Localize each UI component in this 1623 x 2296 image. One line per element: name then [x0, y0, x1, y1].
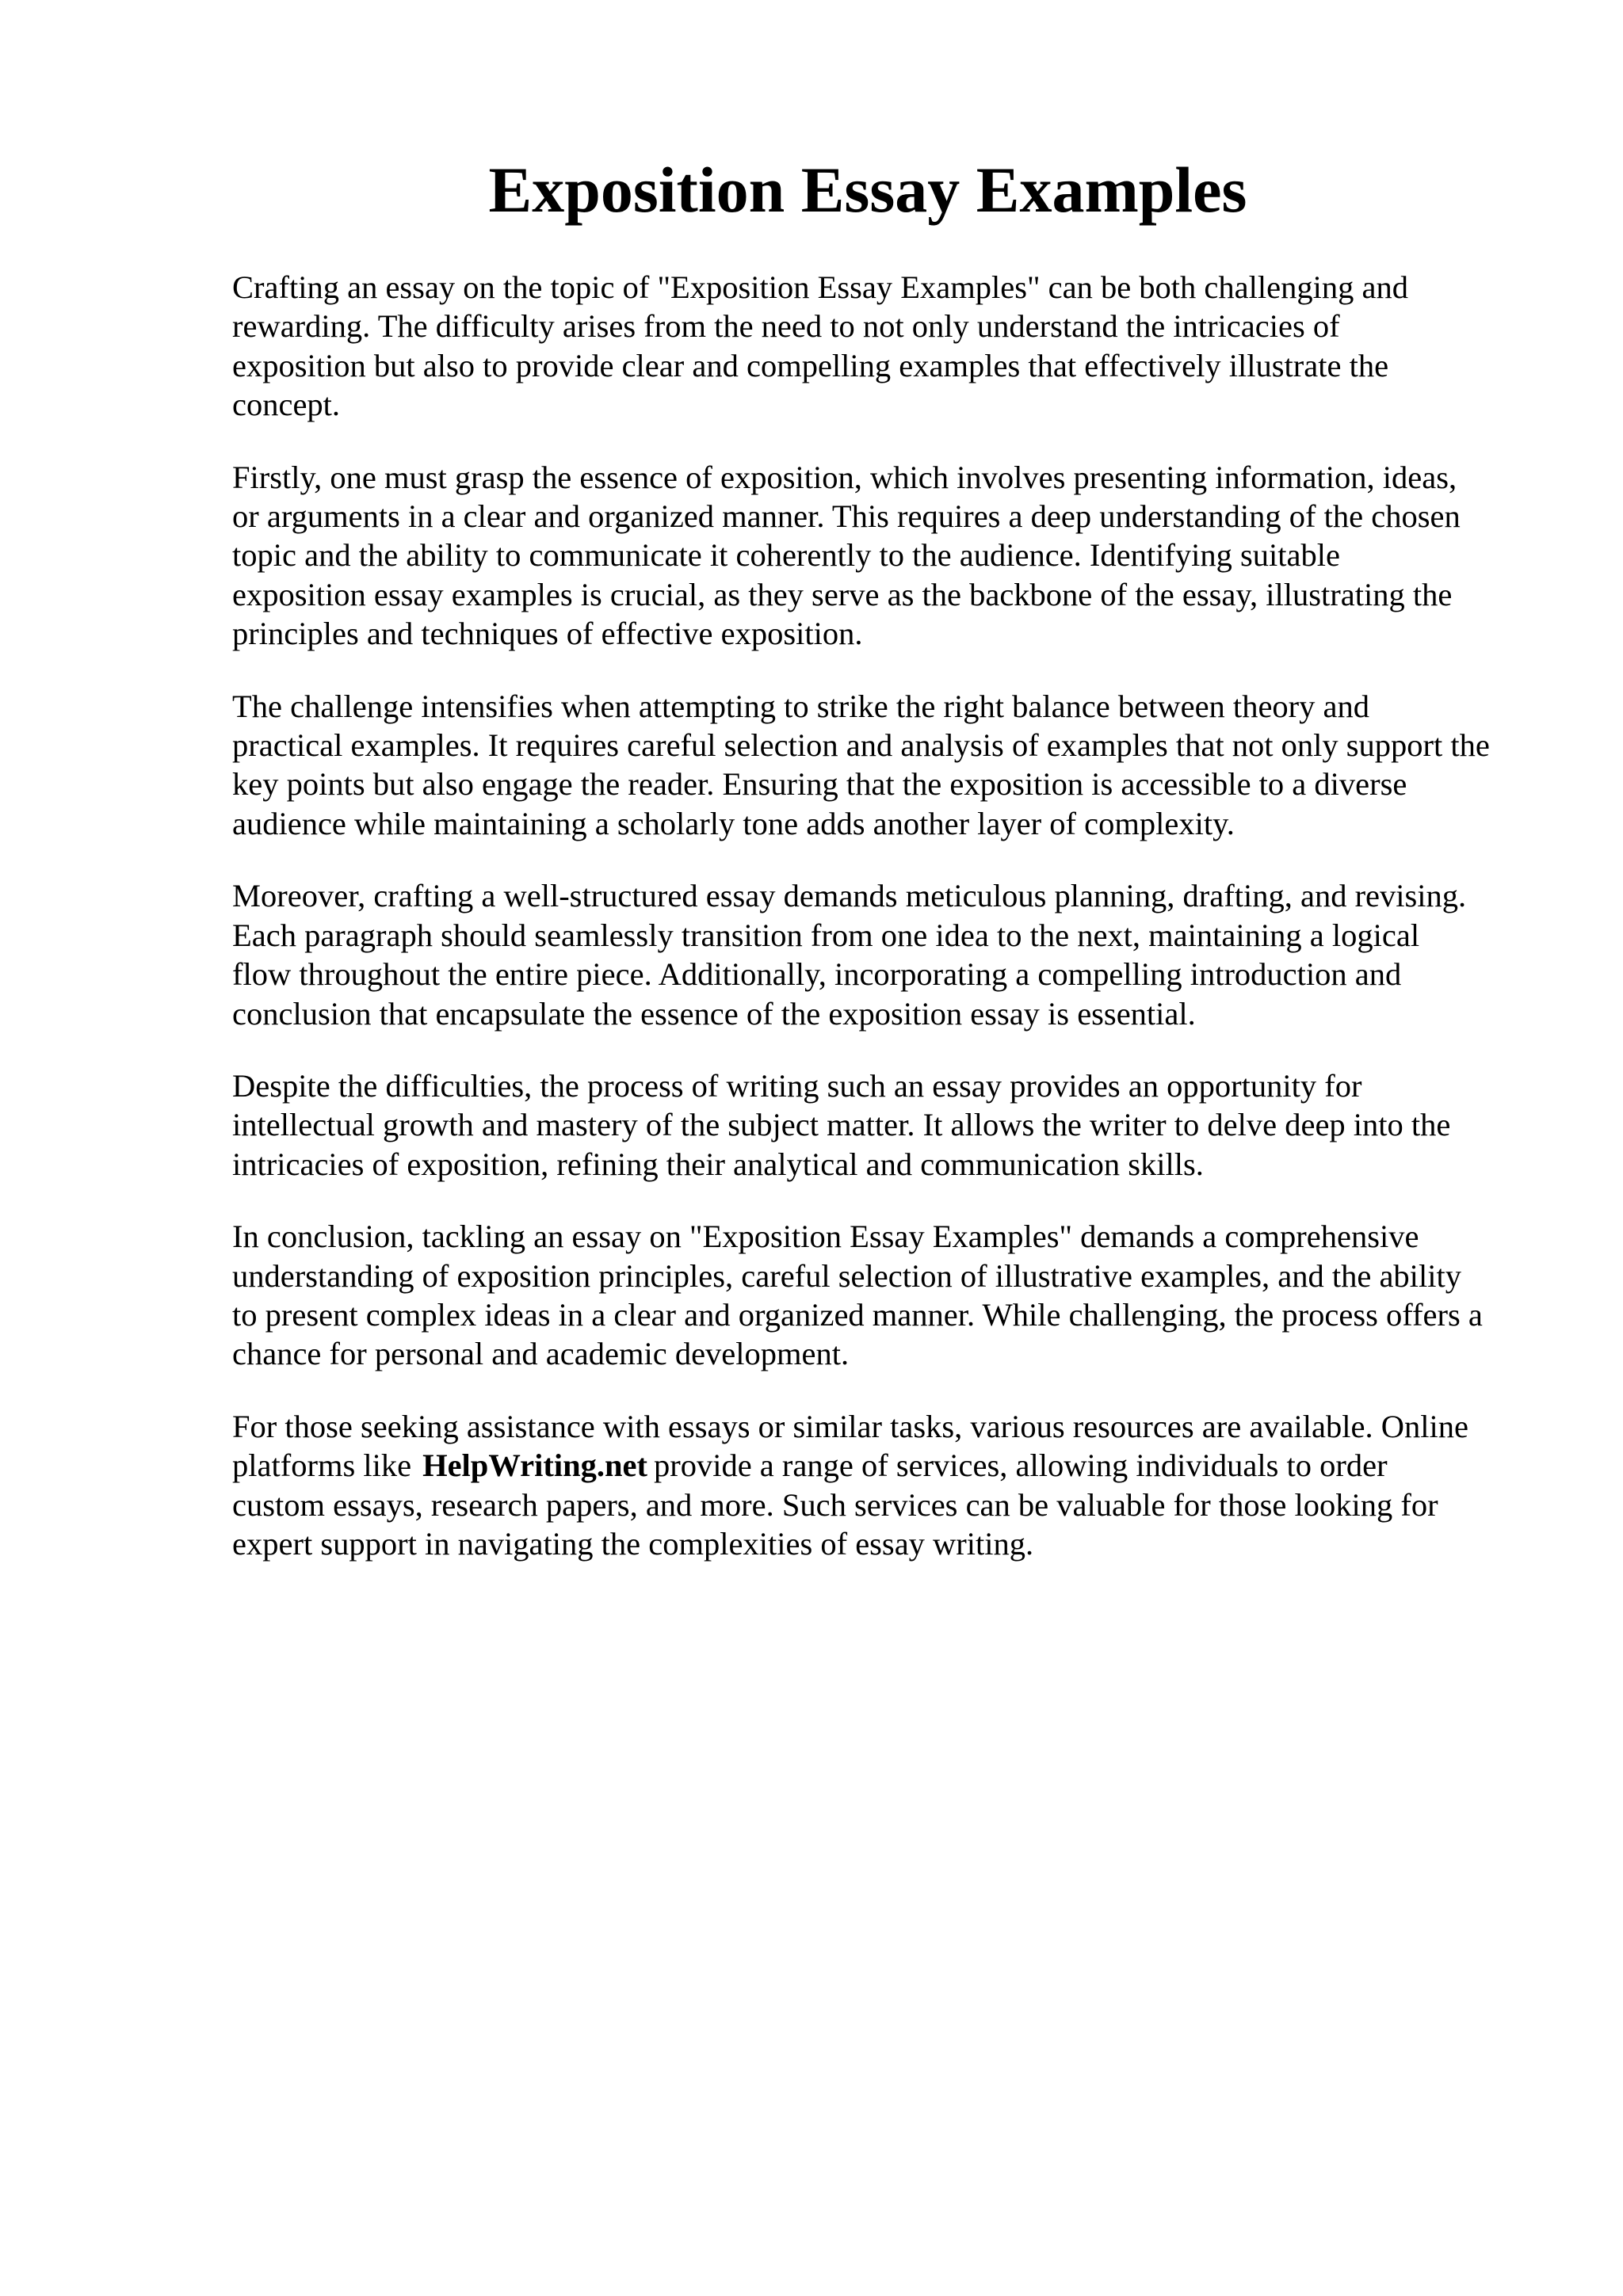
paragraph-line: Firstly, one must grasp the essence of exposition, which involves presenting information, ideas,	[232, 459, 1457, 495]
paragraph-line: to present complex ideas in a clear and organized manner. While challenging, the process offers a	[232, 1296, 1483, 1333]
paragraph-line: intricacies of exposition, refining their analytical and communication skills.	[232, 1146, 1204, 1182]
paragraph-line: custom essays, research papers, and more. Such services can be valuable for those looking for	[232, 1486, 1438, 1523]
paragraph-1	[232, 268, 1548, 425]
paragraph-line: In conclusion, tackling an essay on "Exposition Essay Examples" demands a comprehensive	[232, 1219, 1419, 1255]
line-text-before-link: platforms like	[232, 1447, 412, 1484]
paragraph-line: The challenge intensifies when attempting to strike the right balance between theory and	[232, 688, 1370, 724]
paragraph-line: Despite the difficulties, the process of writing such an essay provides an opportunity for	[232, 1067, 1362, 1104]
line-text-after-link: provide a range of services, allowing individuals to order	[653, 1447, 1388, 1484]
paragraph-line-with-link	[232, 1446, 1548, 1485]
paragraph-line: key points but also engage the reader. Ensuring that the exposition is accessible to a diverse	[232, 766, 1407, 803]
paragraph-line: audience while maintaining a scholarly tone adds another layer of complexity.	[232, 805, 1235, 841]
paragraph-line: expert support in navigating the complexities of essay writing.	[232, 1525, 1034, 1562]
document-body	[232, 268, 1548, 1596]
paragraph-5	[232, 1066, 1548, 1184]
document-title: Exposition Essay Examples	[488, 154, 1247, 226]
paragraph-line: exposition essay examples is crucial, as they serve as the backbone of the essay, illustrating the	[232, 576, 1453, 612]
paragraph-line: intellectual growth and mastery of the subject matter. It allows the writer to delve deep into the	[232, 1107, 1451, 1143]
paragraph-7	[232, 1407, 1548, 1564]
paragraph-line: understanding of exposition principles, careful selection of illustrative examples, and the ability	[232, 1257, 1461, 1294]
paragraph-line: Moreover, crafting a well-structured essay demands meticulous planning, drafting, and revising.	[232, 878, 1467, 914]
paragraph-line: practical examples. It requires careful selection and analysis of examples that not only support the	[232, 727, 1490, 764]
paragraph-2	[232, 458, 1548, 654]
paragraph-line: flow throughout the entire piece. Additionally, incorporating a compelling introduction and	[232, 956, 1402, 993]
paragraph-line: chance for personal and academic development.	[232, 1336, 850, 1372]
paragraph-line: Each paragraph should seamlessly transition from one idea to the next, maintaining a logical	[232, 917, 1420, 953]
paragraph-3	[232, 687, 1548, 844]
paragraph-line: topic and the ability to communicate it coherently to the audience. Identifying suitable	[232, 537, 1340, 574]
paragraph-line: conclusion that encapsulate the essence of the exposition essay is essential.	[232, 995, 1196, 1032]
paragraph-line: Crafting an essay on the topic of "Exposition Essay Examples" can be both challenging and	[232, 269, 1408, 305]
helpwriting-link[interactable]: HelpWriting.net	[422, 1447, 647, 1484]
paragraph-line: For those seeking assistance with essays or similar tasks, various resources are available. Online	[232, 1408, 1468, 1444]
paragraph-line: concept.	[232, 387, 341, 423]
paragraph-line: rewarding. The difficulty arises from the need to not only understand the intricacies of	[232, 308, 1340, 345]
paragraph-line: or arguments in a clear and organized manner. This requires a deep understanding of the chosen	[232, 498, 1461, 535]
paragraph-line: principles and techniques of effective exposition.	[232, 616, 863, 652]
paragraph-6	[232, 1217, 1548, 1374]
paragraph-4	[232, 876, 1548, 1033]
paragraph-line: exposition but also to provide clear and compelling examples that effectively illustrate the	[232, 347, 1389, 383]
